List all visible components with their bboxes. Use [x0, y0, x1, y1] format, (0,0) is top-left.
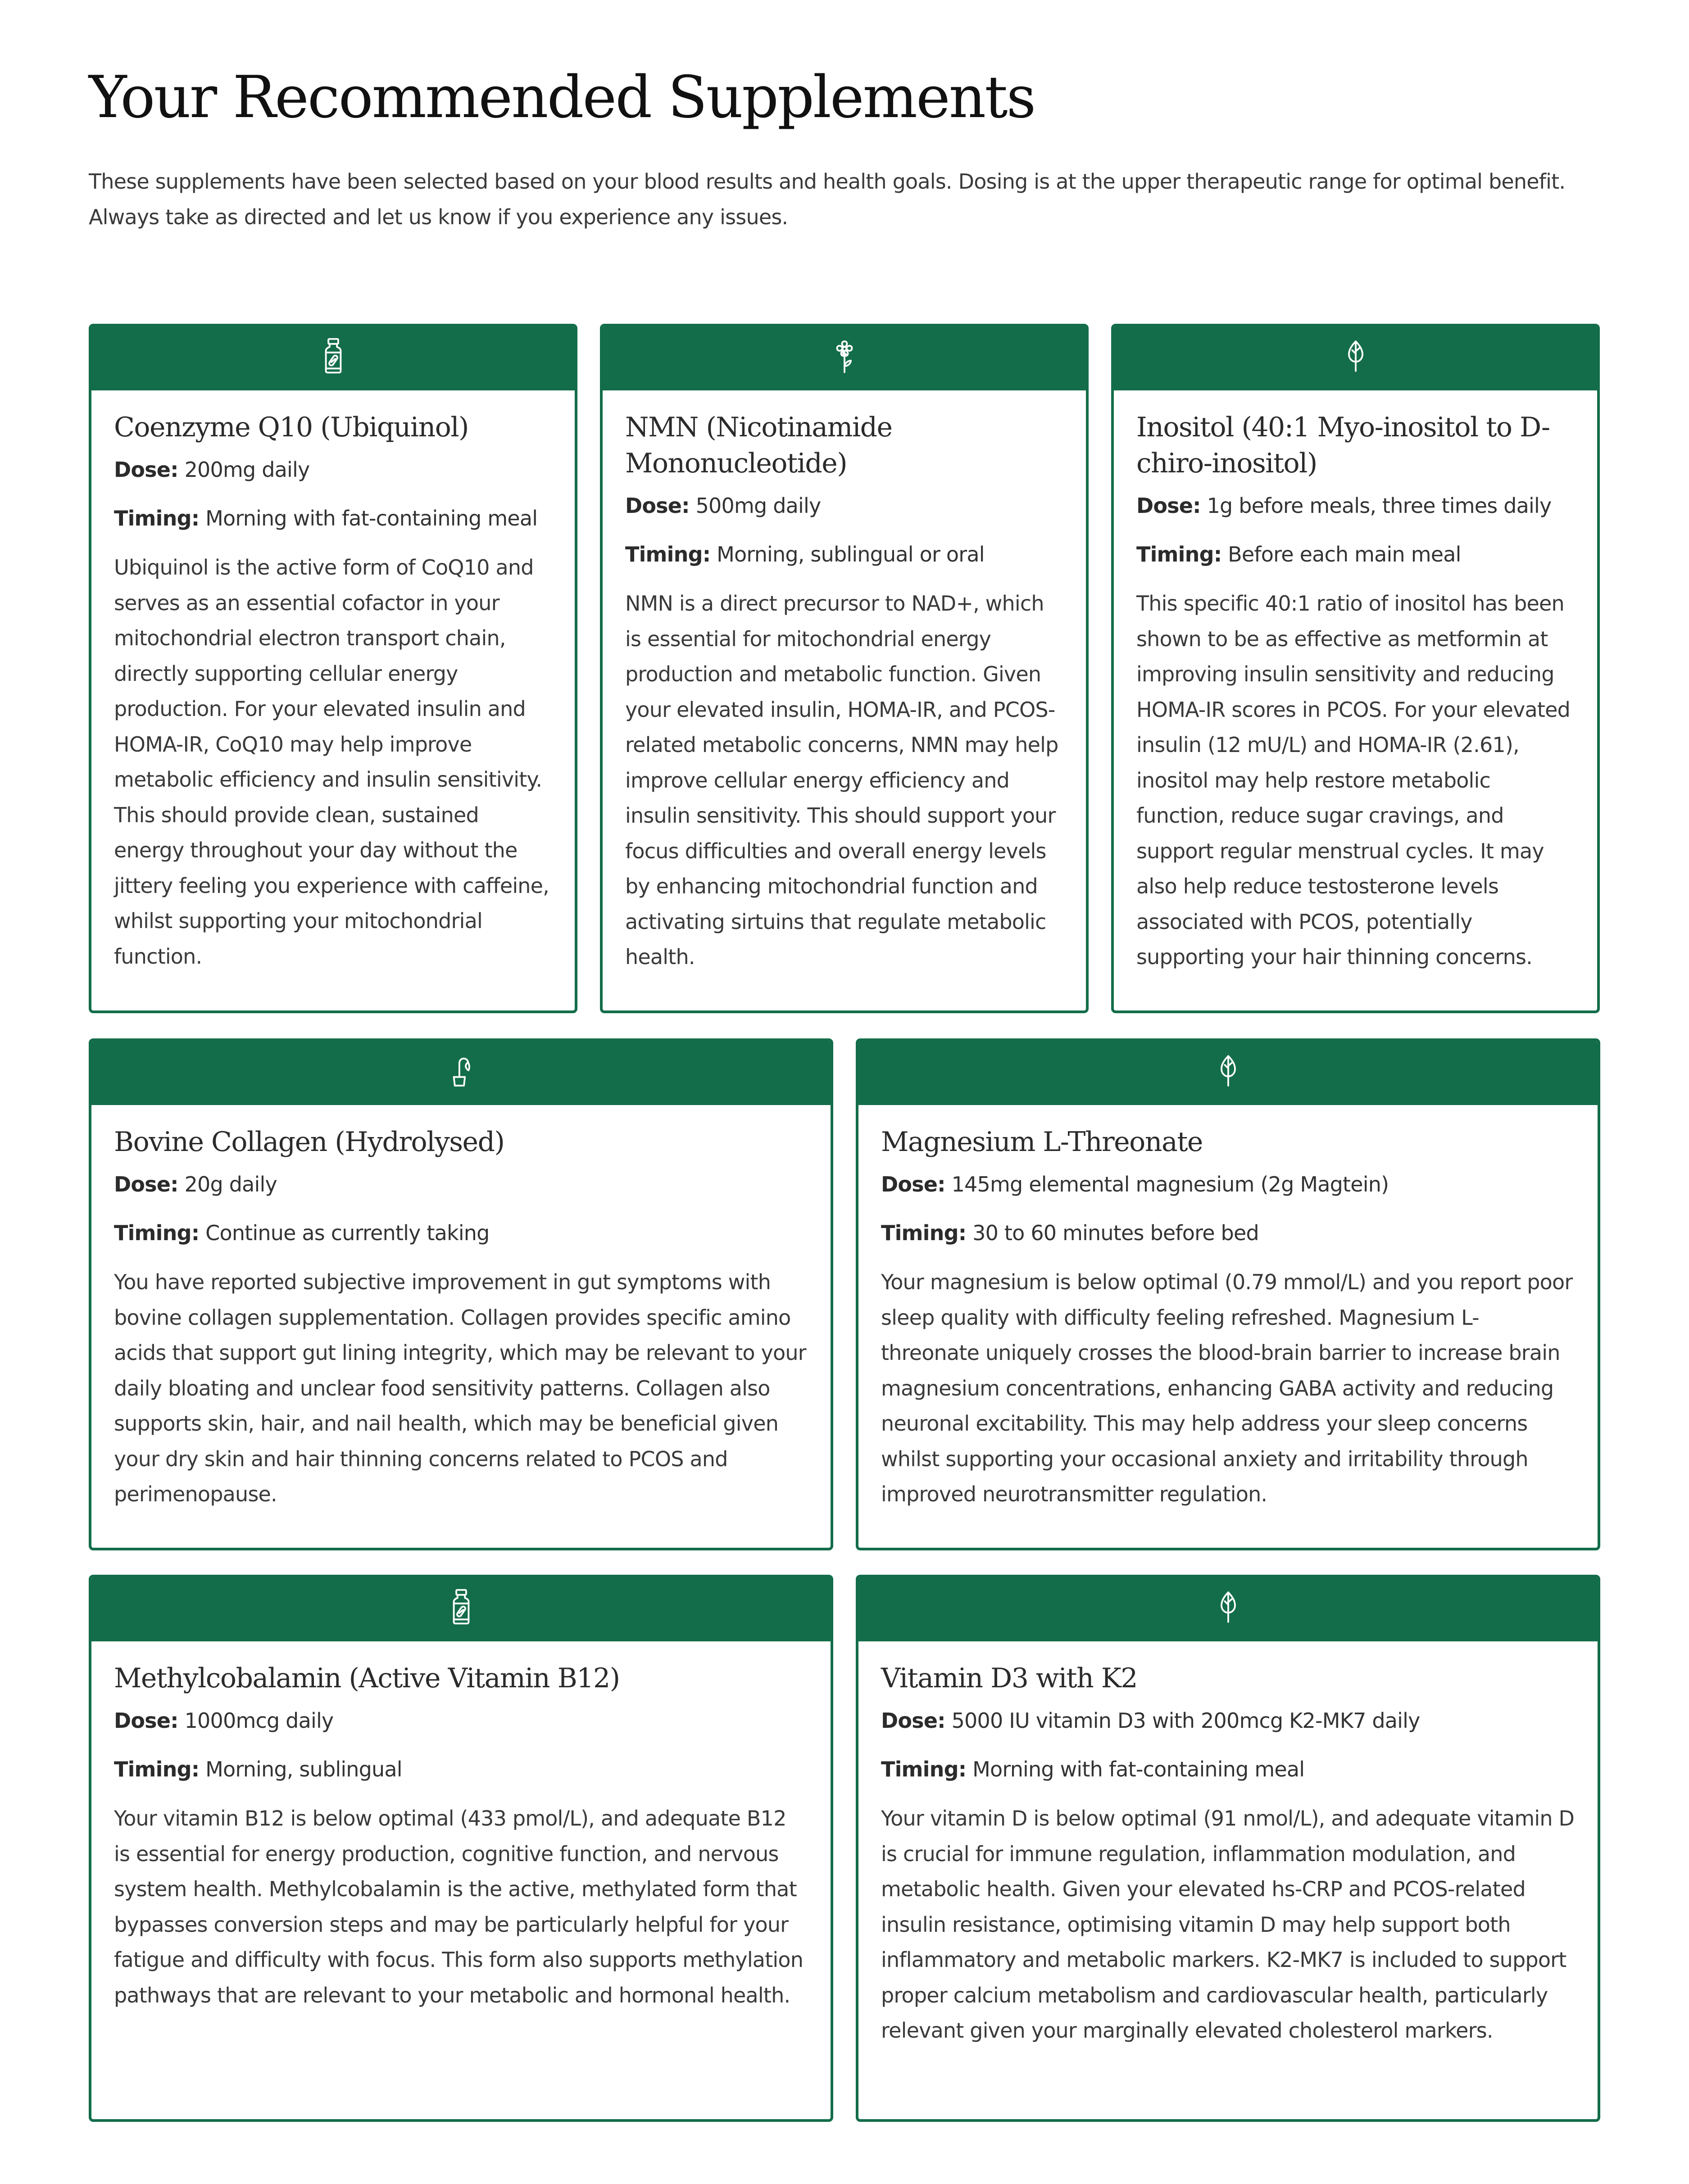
page-title: Your Recommended Supplements	[89, 64, 1035, 131]
supplement-card-coq10	[89, 324, 577, 1013]
card-header	[600, 324, 1089, 390]
supplement-name: Methylcobalamin (Active Vitamin B12)	[114, 1663, 620, 1694]
supplement-name: NMN (Nicotinamide Mononucleotide)	[625, 412, 892, 479]
supplement-bottle-icon	[318, 338, 348, 376]
dose-label: Dose:	[114, 1708, 178, 1733]
supplement-card-b12	[89, 1575, 833, 2122]
timing-label: Timing:	[881, 1221, 967, 1245]
dose-label: Dose:	[1136, 494, 1201, 518]
card-header	[856, 1038, 1600, 1105]
timing-value: Before each main meal	[1228, 542, 1461, 566]
timing-value: 30 to 60 minutes before bed	[972, 1221, 1259, 1245]
timing-value: Morning with fat-containing meal	[205, 506, 538, 530]
potted-plant-icon	[446, 1052, 476, 1091]
supplements-page	[89, 0, 1600, 235]
supplement-name: Vitamin D3 with K2	[881, 1663, 1137, 1694]
dose-line	[114, 455, 552, 484]
dose-value: 1000mcg daily	[184, 1708, 334, 1733]
supplement-name: Coenzyme Q10 (Ubiquinol)	[114, 412, 468, 443]
supplement-card-magnesium	[856, 1038, 1600, 1550]
card-body	[858, 1105, 1598, 1530]
flower-icon	[830, 338, 859, 376]
timing-value: Morning with fat-containing meal	[972, 1757, 1305, 1781]
dose-line	[114, 1706, 808, 1735]
timing-value: Morning, sublingual or oral	[717, 542, 985, 566]
timing-line	[881, 1219, 1575, 1247]
leaf-icon	[1213, 1589, 1243, 1627]
supplement-row-1	[89, 324, 1600, 1013]
supplement-card-nmn	[600, 324, 1089, 1013]
supplement-description: Your vitamin D is below optimal (91 nmol/L), and adequate vitamin D is crucial for immune regulation, inflammation modulation, and metabolic health. Given your elevated hs-CRP and PCOS-related insulin resistance, optimising vitamin D may help support both inflammatory and metabolic markers. K2-MK7 is included to support proper calcium metabolism and cardiovascular health, particularly relevant given your marginally elevated cholesterol markers.	[881, 1806, 1575, 2043]
card-body	[91, 1641, 831, 2031]
leaf-icon	[1213, 1052, 1243, 1091]
timing-label: Timing:	[114, 1757, 200, 1781]
card-header	[89, 324, 577, 390]
card-body	[1114, 390, 1597, 993]
timing-line	[1136, 540, 1575, 569]
card-body	[603, 390, 1086, 993]
supplement-name: Inositol (40:1 Myo-inositol to D-chiro-inositol)	[1136, 412, 1550, 479]
dose-label: Dose:	[114, 458, 178, 482]
supplement-description: Your vitamin B12 is below optimal (433 pmol/L), and adequate B12 is essential for energy production, cognitive function, and nervous system health. Methylcobalamin is the active, methylated form that bypasses conversion steps and may be particularly helpful for your fatigue and difficulty with focus. This form also supports methylation pathways that are relevant to your metabolic and hormonal health.	[114, 1806, 804, 2007]
dose-line	[114, 1170, 808, 1199]
card-header	[856, 1575, 1600, 1641]
dose-label: Dose:	[881, 1708, 945, 1733]
leaf-icon	[1341, 338, 1371, 376]
dose-label: Dose:	[881, 1172, 945, 1196]
dose-line	[881, 1706, 1575, 1735]
supplement-name: Magnesium L-Threonate	[881, 1126, 1203, 1158]
supplement-description: Ubiquinol is the active form of CoQ10 and serves as an essential cofactor in your mitochondrial electron transport chain, directly supporting cellular energy production. For your elevated insulin and HOMA-IR, CoQ10 may help improve metabolic efficiency and insulin sensitivity. This should provide clean, sustained energy throughout your day without the jittery feeling you experience with caffeine, whilst supporting your mitochondrial function.	[114, 555, 549, 969]
supplement-description: Your magnesium is below optimal (0.79 mmol/L) and you report poor sleep quality with difficulty feeling refreshed. Magnesium L-threonate uniquely crosses the blood-brain barrier to increase brain magnesium concentrations, enhancing GABA activity and reducing neuronal excitability. This may help address your sleep concerns whilst supporting your occasional anxiety and irritability through improved neurotransmitter regulation.	[881, 1270, 1573, 1506]
timing-label: Timing:	[625, 542, 711, 566]
dose-line	[1136, 491, 1575, 520]
timing-value: Continue as currently taking	[205, 1221, 490, 1245]
dose-value: 500mg daily	[695, 494, 821, 518]
card-header	[1111, 324, 1600, 390]
timing-line	[881, 1755, 1575, 1784]
timing-line	[114, 504, 552, 533]
supplement-card-collagen	[89, 1038, 833, 1550]
supplement-bottle-icon	[446, 1589, 476, 1627]
timing-label: Timing:	[881, 1757, 967, 1781]
supplement-description: NMN is a direct precursor to NAD+, which is essential for mitochondrial energy production and metabolic function. Given your elevated insulin, HOMA-IR, and PCOS-related metabolic concerns, NMN may help improve cellular energy efficiency and insulin sensitivity. This should support your focus difficulties and overall energy levels by enhancing mitochondrial function and activating sirtuins that regulate metabolic health.	[625, 591, 1058, 969]
card-header	[89, 1038, 833, 1105]
card-body	[91, 1105, 831, 1530]
dose-value: 5000 IU vitamin D3 with 200mcg K2-MK7 daily	[951, 1708, 1420, 1733]
timing-label: Timing:	[1136, 542, 1222, 566]
intro-text: These supplements have been selected based on your blood results and health goals. Dosing is at the upper therapeutic range for optimal benefit. Always take as directed and let us know if you experience any issues.	[89, 169, 1566, 229]
dose-value: 145mg elemental magnesium (2g Magtein)	[951, 1172, 1389, 1196]
supplement-description: You have reported subjective improvement in gut symptoms with bovine collagen supplementation. Collagen provides specific amino acids that support gut lining integrity, which may be relevant to your daily bloating and unclear food sensitivity patterns. Collagen also supports skin, hair, and nail health, which may be beneficial given your dry skin and hair thinning concerns related to PCOS and perimenopause.	[114, 1270, 806, 1506]
timing-value: Morning, sublingual	[205, 1757, 402, 1781]
supplement-name: Bovine Collagen (Hydrolysed)	[114, 1126, 504, 1158]
dose-label: Dose:	[625, 494, 690, 518]
timing-label: Timing:	[114, 1221, 200, 1245]
dose-value: 200mg daily	[184, 458, 310, 482]
supplement-description: This specific 40:1 ratio of inositol has been shown to be as effective as metformin at improving insulin sensitivity and reducing HOMA-IR scores in PCOS. For your elevated insulin (12 mU/L) and HOMA-IR (2.61), inositol may help restore metabolic function, reduce sugar cravings, and support regular menstrual cycles. It may also help reduce testosterone levels associated with PCOS, potentially supporting your hair thinning concerns.	[1136, 591, 1571, 969]
card-header	[89, 1575, 833, 1641]
timing-line	[114, 1755, 808, 1784]
dose-line	[625, 491, 1063, 520]
dose-value: 20g daily	[184, 1172, 277, 1196]
timing-label: Timing:	[114, 506, 200, 530]
supplement-card-inositol	[1111, 324, 1600, 1013]
supplement-row-3	[89, 1575, 1600, 2122]
supplement-row-2	[89, 1038, 1600, 1550]
dose-line	[881, 1170, 1575, 1199]
dose-label: Dose:	[114, 1172, 178, 1196]
card-body	[91, 390, 575, 992]
dose-value: 1g before meals, three times daily	[1207, 494, 1552, 518]
supplement-card-vitamin-d3-k2	[856, 1575, 1600, 2122]
card-body	[858, 1641, 1598, 2066]
timing-line	[114, 1219, 808, 1247]
timing-line	[625, 540, 1063, 569]
